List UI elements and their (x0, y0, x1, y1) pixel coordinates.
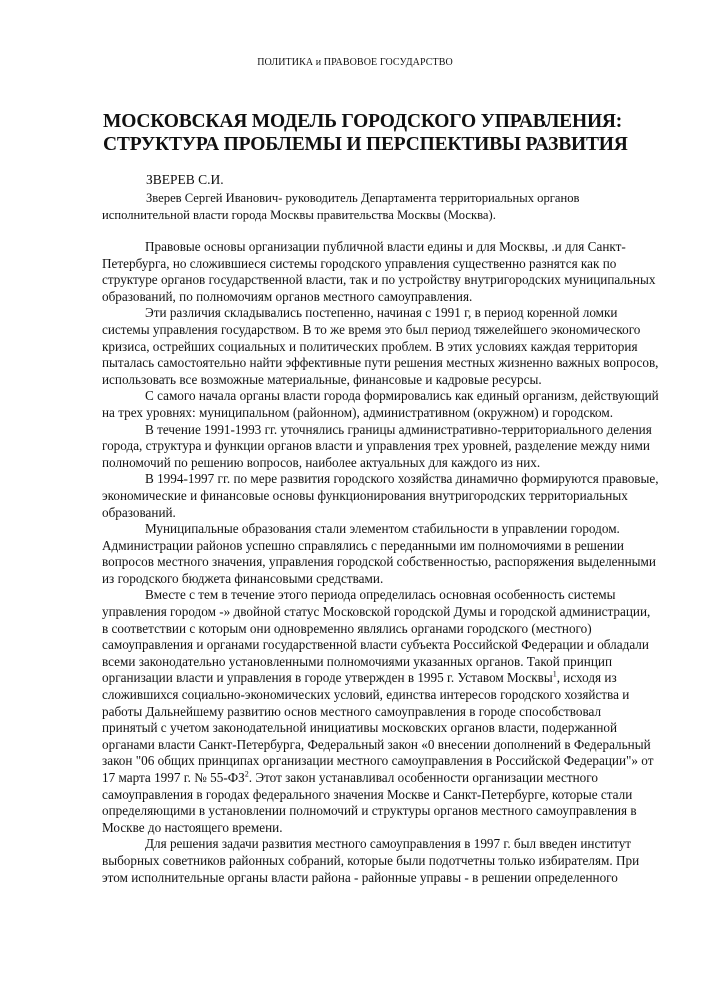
paragraph (102, 587, 659, 836)
footnote-marker: 2 (244, 769, 249, 779)
paragraph-text: . Этот закон устанавливал особенности организации местного самоуправления в городах федерального значения Москве и Санкт-Петербурге, которые стали определяющими в установлении полномочий и структуры органов местного самоуправления в Москве до настоящего времени. (102, 770, 637, 835)
footnote-marker: 1 (552, 670, 557, 680)
paragraph-text: , исходя из сложившихся социально-экономических условий, единства интересов городского хозяйства и работы Дальнейшему развитию основ местного самоуправления в городе способствовал принятый с учетом законодательной инициативы московских органов власти, подержанной органами власти Санкт-Петербурга, Федеральный закон «0 внесении дополнений в Федеральный закон "06 общих принципах организации местного самоуправления в Российской Федерации"» от 17 марта 1997 г. № 55-ФЗ (102, 670, 654, 785)
paragraph-text: Вместе с тем в течение этого периода определилась основная особенность системы управления городом -» двойной статус Московской городской Думы и городской администрации, в соответствии с которым они одновременно являлись органами городского (местного) самоуправления и органами государственной власти субъекта Российской Федерации и обладали всеми законодательно установленными полномочиями указанных органов. Такой принцип организации власти и управления в городе утвержден в 1995 г. Уставом Москвы (102, 587, 651, 686)
running-header: ПОЛИТИКА и ПРАВОВОЕ ГОСУДАРСТВО (257, 57, 453, 68)
paragraph: Правовые основы организации публичной власти едины и для Москвы, .и для Санкт-Петербурга, но сложившиеся системы городского управления существенно разнятся как по структуре органов государственной власти, так и по устройству внутригородских муниципальных образований, по полномочиям органов местного самоуправления. (102, 239, 656, 304)
paragraph: Муниципальные образования стали элементом стабильности в управлении городом. Администрации районов успешно справлялись с переданными им полномочиями в решении вопросов местного значения, управления городской собственностью, распоряжения выделенными из городского бюджета финансовыми средствами. (102, 521, 656, 586)
author-affiliation: Зверев Сергей Иванович- руководитель Департамента территориальных органов исполнительной власти города Москвы правительства Москвы (Москва). (102, 191, 580, 222)
paragraph: Для решения задачи развития местного самоуправления в 1997 г. был введен институт выборных советников районных собраний, которые были подотчетны только избирателям. При этом исполнительные органы власти района - районные управы - в решении определенного (102, 836, 640, 885)
article-body (102, 239, 659, 886)
paragraph: В 1994-1997 гг. по мере развития городского хозяйства динамично формируются правовые, экономические и финансовые основы функционирования внутригородских территориальных образований. (102, 471, 659, 520)
title-line-1: МОСКОВСКАЯ МОДЕЛЬ ГОРОДСКОГО УПРАВЛЕНИЯ: (103, 111, 623, 132)
title-line-2: СТРУКТУРА ПРОБЛЕМЫ И ПЕРСПЕКТИВЫ РАЗВИТИЯ (103, 134, 628, 155)
paragraph: С самого начала органы власти города формировались как единый организм, действующий на трех уровнях: муниципальном (районном), административном (окружном) и городском. (102, 388, 659, 420)
paragraph: Эти различия складывались постепенно, начиная с 1991 г, в период коренной ломки системы управления государством. В то же время это был период тяжелейшего экономического кризиса, острейших социальных и политических проблем. В этих условиях каждая территория пыталась самостоятельно найти эффективные пути решения местных жизненно важных вопросов, использовать все возможные материальные, финансовые и кадровые ресурсы. (102, 305, 659, 387)
paragraph: В течение 1991-1993 гг. уточнялись границы административно-территориального деления города, структура и функции органов власти и управления трех уровней, разделение между ними полномочий по решению вопросов, наиболее актуальных для каждого из них. (102, 421, 652, 470)
article-title (103, 110, 663, 156)
author-name: ЗВЕРЕВ С.И. (146, 172, 224, 187)
